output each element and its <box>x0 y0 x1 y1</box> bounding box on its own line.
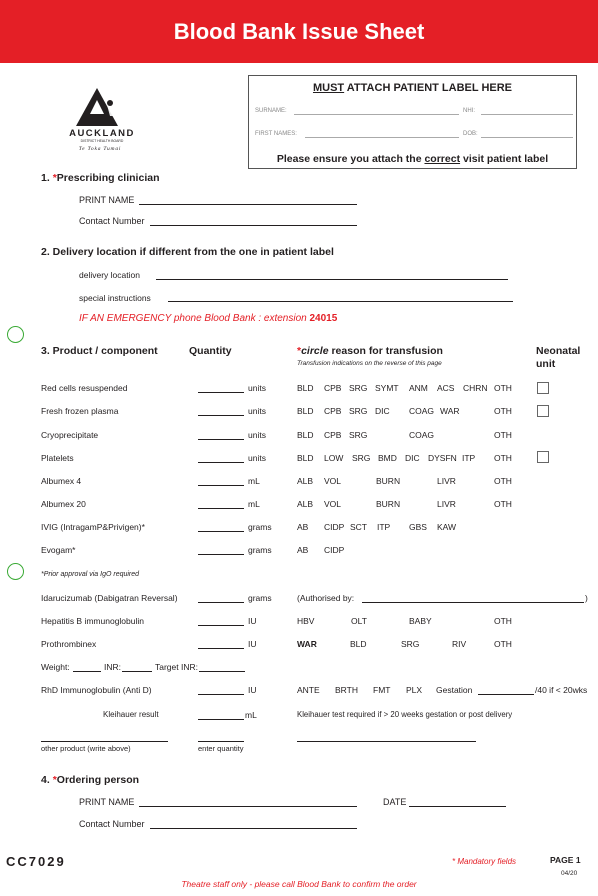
special-instructions-label: special instructions <box>79 293 151 303</box>
product-name: Cryoprecipitate <box>41 430 99 440</box>
reason-code[interactable]: PLX <box>406 685 423 695</box>
date-field[interactable] <box>409 806 506 807</box>
authorised-by-label: (Authorised by: <box>297 593 355 603</box>
label-box-note: Please ensure you attach the correct visit patient label <box>276 153 549 165</box>
neonatal-checkbox[interactable] <box>537 405 549 417</box>
reason-code[interactable]: SRG <box>352 453 371 463</box>
reason-code[interactable]: WAR <box>297 639 317 649</box>
other-reason-field[interactable] <box>297 741 476 742</box>
product-name: IVIG (IntragamP&Privigen)* <box>41 522 145 532</box>
reason-code[interactable]: BURN <box>376 476 401 486</box>
other-quantity-field[interactable] <box>198 741 244 742</box>
reason-code[interactable]: SRG <box>401 639 420 649</box>
quantity-field[interactable] <box>198 602 244 603</box>
mandatory-note: * Mandatory fields <box>452 857 517 866</box>
label-box-title: MUST ATTACH PATIENT LABEL HERE <box>312 82 513 94</box>
clinician-print-name-field[interactable] <box>139 204 357 205</box>
product-name: Fresh frozen plasma <box>41 406 119 416</box>
reason-code[interactable]: RIV <box>452 639 467 649</box>
product-unit: units <box>248 453 266 463</box>
product-name: Evogam* <box>41 545 76 555</box>
logo-wordmark: AUCKLAND <box>69 128 135 139</box>
reason-code[interactable]: BLD <box>297 453 314 463</box>
product-name: Albumex 20 <box>41 499 86 509</box>
reason-code[interactable]: OTH <box>494 406 512 416</box>
quantity-field[interactable] <box>198 508 244 509</box>
nhi-field[interactable] <box>481 114 573 115</box>
gestation-field[interactable] <box>478 694 534 695</box>
form-code: CC7029 <box>6 854 66 869</box>
product-unit: mL <box>248 499 260 509</box>
product-unit: grams <box>248 522 272 532</box>
reason-code[interactable]: WAR <box>440 406 460 416</box>
reason-code[interactable]: BABY <box>409 616 432 626</box>
page-number: PAGE 1 <box>550 855 581 865</box>
product-unit: IU <box>248 616 257 626</box>
reason-code[interactable]: SRG <box>349 406 368 416</box>
quantity-field[interactable] <box>198 554 244 555</box>
reason-code[interactable]: OTH <box>494 383 512 393</box>
product-unit: IU <box>248 685 257 695</box>
delivery-location-field[interactable] <box>156 279 508 280</box>
other-product-caption: other product (write above) <box>41 744 131 753</box>
reason-code[interactable]: BLD <box>297 383 314 393</box>
nhi-label: NHI: <box>463 108 475 114</box>
reason-code[interactable]: COAG <box>409 406 435 416</box>
clinician-contact-label: Contact Number <box>79 216 145 226</box>
product-unit: IU <box>248 639 257 649</box>
kleihauer-note: Kleihauer test required if > 20 weeks gestation or post delivery <box>297 710 513 719</box>
inr-field[interactable] <box>122 671 152 672</box>
first-names-field[interactable] <box>305 137 459 138</box>
neonatal-header: Neonatal <box>536 345 581 357</box>
neonatal-checkbox[interactable] <box>537 451 549 463</box>
reason-code[interactable]: ALB <box>297 499 314 509</box>
reason-code[interactable]: CPB <box>324 383 342 393</box>
emergency-notice: IF AN EMERGENCY phone Blood Bank : extension 24015 <box>79 313 338 324</box>
product-name: Hepatitis B immunoglobulin <box>41 616 144 626</box>
kleihauer-unit: mL <box>245 710 257 720</box>
reason-code[interactable]: HBV <box>297 616 315 626</box>
special-instructions-field[interactable] <box>168 301 513 302</box>
reason-code[interactable]: ALB <box>297 476 314 486</box>
reason-code[interactable]: FMT <box>373 685 391 695</box>
reason-code[interactable]: BRTH <box>335 685 358 695</box>
quantity-field[interactable] <box>198 485 244 486</box>
delivery-location-label: delivery location <box>79 270 140 280</box>
reason-code[interactable]: BMD <box>378 453 397 463</box>
quantity-field[interactable] <box>198 392 244 393</box>
authorised-by-field[interactable] <box>362 602 584 603</box>
quantity-field[interactable] <box>198 694 244 695</box>
target-inr-field[interactable] <box>199 671 245 672</box>
reason-code[interactable]: CPB <box>324 430 342 440</box>
quantity-field[interactable] <box>198 648 244 649</box>
other-product-field[interactable] <box>41 741 168 742</box>
product-unit: units <box>248 406 266 416</box>
gestation-tail: /40 if < 20wks <box>535 685 588 695</box>
product-unit: grams <box>248 593 272 603</box>
reason-code[interactable]: OTH <box>494 430 512 440</box>
reason-code[interactable]: OTH <box>494 476 512 486</box>
binder-hole-top <box>7 326 24 343</box>
product-name: Albumex 4 <box>41 476 82 486</box>
first-names-label: FIRST NAMES: <box>255 131 297 137</box>
reason-code[interactable]: GBS <box>409 522 427 532</box>
section3-heading: 3. Product / component <box>41 345 158 357</box>
reason-code[interactable]: LIVR <box>437 499 456 509</box>
inr-label: INR: <box>104 662 121 672</box>
authorised-close: ) <box>585 593 588 603</box>
theatre-note: Theatre staff only - please call Blood Bank to confirm the order <box>181 879 417 889</box>
reason-code[interactable]: OLT <box>351 616 367 626</box>
logo-tagline: Te Toka Tumai <box>78 146 122 152</box>
reason-code[interactable]: AB <box>297 545 309 555</box>
section2-heading: 2. Delivery location if different from the one in patient label <box>41 246 334 258</box>
section4-heading: 4. *Ordering person <box>41 774 140 786</box>
binder-hole-bottom <box>7 563 24 580</box>
reason-code[interactable]: ANTE <box>297 685 320 695</box>
gestation-label: Gestation <box>436 685 473 695</box>
quantity-field[interactable] <box>198 439 244 440</box>
reason-code[interactable]: CIDP <box>324 545 345 555</box>
form-date: 04/20 <box>561 870 578 877</box>
orderer-print-name-label: PRINT NAME <box>79 797 135 807</box>
reason-code[interactable]: CIDP <box>324 522 345 532</box>
reason-code[interactable]: OTH <box>494 616 512 626</box>
neonatal-checkbox[interactable] <box>537 382 549 394</box>
date-label: DATE <box>383 797 407 807</box>
surname-label: SURNAME: <box>255 108 287 114</box>
clinician-print-name-label: PRINT NAME <box>79 195 135 205</box>
reason-code[interactable]: AB <box>297 522 309 532</box>
product-name: Prothrombinex <box>41 639 97 649</box>
orderer-contact-field[interactable] <box>150 828 357 829</box>
clinician-contact-field[interactable] <box>150 225 357 226</box>
reason-code[interactable]: BLD <box>297 406 314 416</box>
reason-code[interactable]: LIVR <box>437 476 456 486</box>
reason-code[interactable]: BURN <box>376 499 401 509</box>
product-unit: mL <box>248 476 260 486</box>
product-unit: units <box>248 383 266 393</box>
reason-code[interactable]: OTH <box>494 639 512 649</box>
quantity-field[interactable] <box>198 531 244 532</box>
product-name: Platelets <box>41 453 74 463</box>
logo-subline: DISTRICT HEALTH BOARD <box>80 139 124 143</box>
reason-code[interactable]: BLD <box>297 430 314 440</box>
reason-code[interactable]: ANM <box>409 383 428 393</box>
reason-code[interactable]: OTH <box>494 453 512 463</box>
orderer-contact-label: Contact Number <box>79 819 145 829</box>
reason-code[interactable]: VOL <box>324 499 342 509</box>
reason-code[interactable]: LOW <box>324 453 344 463</box>
neonatal-header-unit: unit <box>536 358 556 370</box>
page-title: Blood Bank Issue Sheet <box>173 19 425 44</box>
weight-label: Weight: <box>41 662 70 672</box>
reason-code[interactable]: DYSFN <box>428 453 457 463</box>
reason-code[interactable]: SRG <box>349 383 368 393</box>
dob-field[interactable] <box>481 137 573 138</box>
target-inr-label: Target INR: <box>155 662 198 672</box>
quantity-field[interactable] <box>198 462 244 463</box>
reason-code[interactable]: VOL <box>324 476 342 486</box>
dob-label: DOB: <box>463 131 478 137</box>
adhb-logo <box>60 86 144 156</box>
product-name: RhD Immunoglobulin (Anti D) <box>41 685 152 695</box>
section1-heading: 1. *Prescribing clinician <box>41 172 160 184</box>
prior-approval-note: *Prior approval via IgO required <box>41 571 140 578</box>
reason-subheader: Transfusion indications on the reverse of this page <box>297 360 442 367</box>
reason-code[interactable]: KAW <box>437 522 457 532</box>
product-unit: grams <box>248 545 272 555</box>
reason-code[interactable]: ITP <box>377 522 391 532</box>
patient-label-box <box>248 75 577 169</box>
reason-code[interactable]: DIC <box>375 406 390 416</box>
quantity-header: Quantity <box>189 345 232 357</box>
adhb-logo-icon <box>60 86 144 156</box>
reason-code[interactable]: CHRN <box>463 383 488 393</box>
weight-field[interactable] <box>73 671 101 672</box>
product-name: Red cells resuspended <box>41 383 128 393</box>
reason-code[interactable]: SYMT <box>375 383 399 393</box>
kleihauer-field[interactable] <box>198 719 244 720</box>
reason-code[interactable]: COAG <box>409 430 435 440</box>
reason-code[interactable]: ACS <box>437 383 455 393</box>
surname-field[interactable] <box>294 114 459 115</box>
quantity-field[interactable] <box>198 415 244 416</box>
kleihauer-label: Kleihauer result <box>103 710 159 719</box>
quantity-field[interactable] <box>198 625 244 626</box>
reason-header: *circle reason for transfusion <box>297 345 443 357</box>
reason-code[interactable]: DIC <box>405 453 420 463</box>
reason-code[interactable]: ITP <box>462 453 476 463</box>
product-unit: units <box>248 430 266 440</box>
reason-code[interactable]: OTH <box>494 499 512 509</box>
orderer-print-name-field[interactable] <box>139 806 357 807</box>
reason-code[interactable]: CPB <box>324 406 342 416</box>
reason-code[interactable]: SRG <box>349 430 368 440</box>
enter-quantity-caption: enter quantity <box>198 744 244 753</box>
reason-code[interactable]: BLD <box>350 639 367 649</box>
product-name: Idarucizumab (Dabigatran Reversal) <box>41 593 178 603</box>
reason-code[interactable]: SCT <box>350 522 367 532</box>
